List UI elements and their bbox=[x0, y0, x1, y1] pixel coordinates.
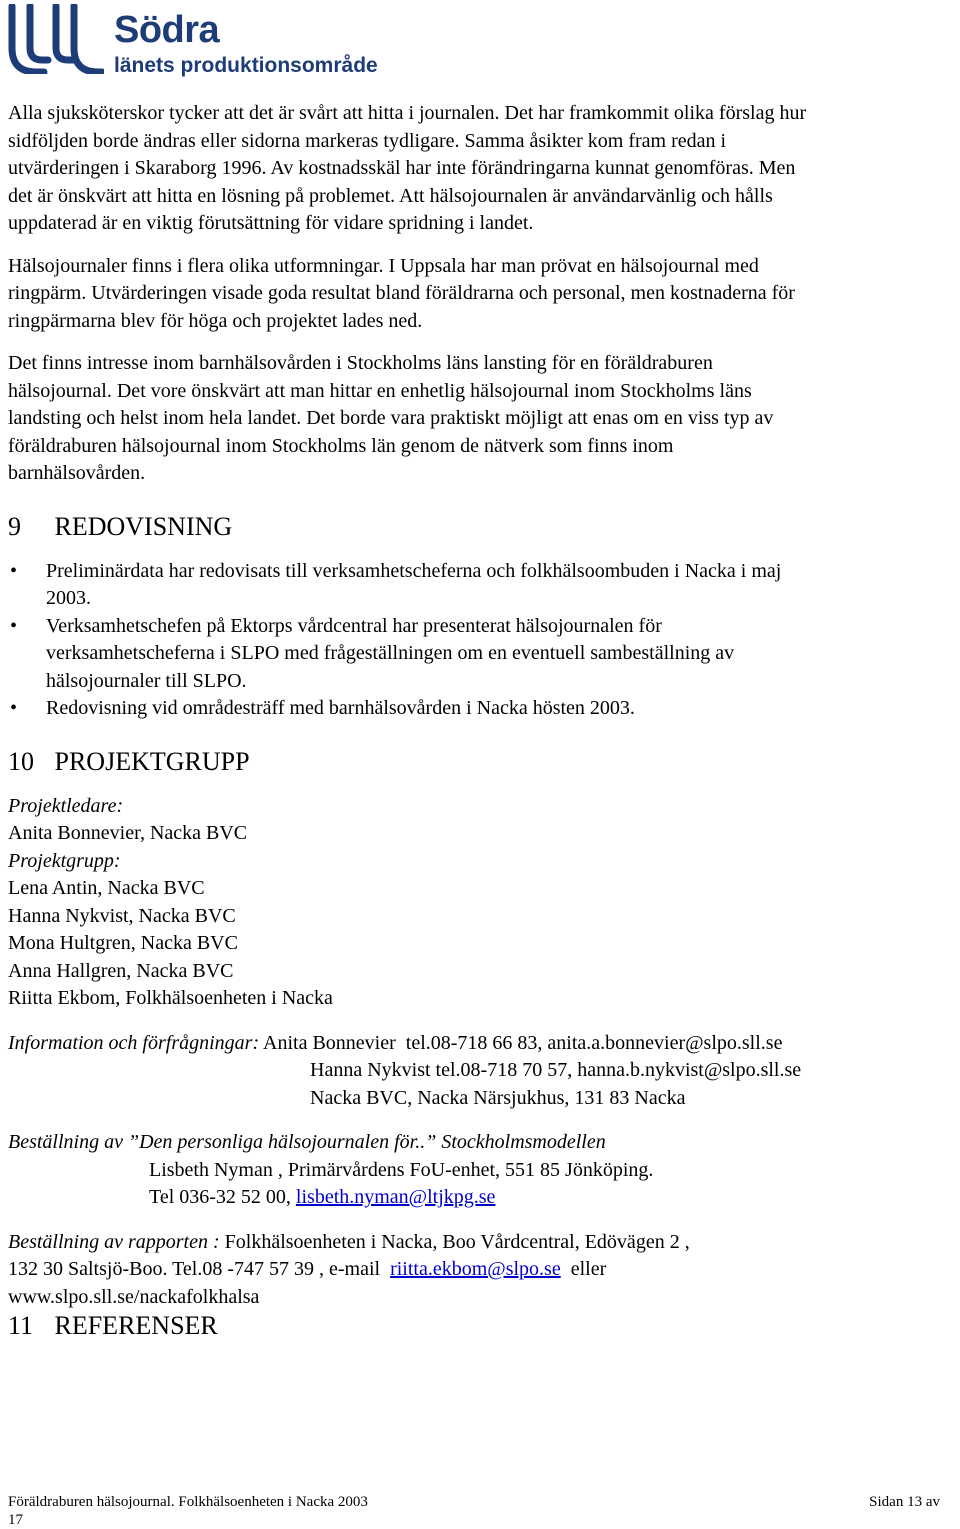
section-title: REFERENSER bbox=[54, 1311, 218, 1340]
text-line: verksamhetscheferna i SLPO med frågeställningen om en eventuell sambeställning av bbox=[46, 642, 735, 664]
logo-subtitle: länets produktionsområde bbox=[114, 54, 378, 77]
section-title: REDOVISNING bbox=[54, 511, 233, 541]
order-report-suffix: eller bbox=[560, 1258, 607, 1280]
member-item: Riitta Ekbom, Folkhälsoenheten i Nacka bbox=[8, 987, 333, 1009]
text-line: Det finns intresse inom barnhälsovården i Stockholms läns lansting för en föräldraburen bbox=[8, 352, 713, 374]
section-number: 11 bbox=[8, 1311, 34, 1340]
order-journal-label: Beställning av ”Den personliga hälsojournalen för..” Stockholmsmodellen bbox=[8, 1131, 606, 1153]
order-report-address: Folkhälsoenheten i Nacka, Boo Vårdcentral, Edövägen 2 , bbox=[219, 1230, 690, 1253]
project-leader-label: Projektledare: bbox=[8, 794, 124, 817]
logo-title: Södra bbox=[114, 9, 220, 51]
redovisning-bullet-list bbox=[8, 558, 950, 723]
order-report-label: Beställning av rapporten : bbox=[8, 1230, 220, 1253]
order-report-block bbox=[8, 1229, 950, 1312]
paragraph-journal-formats bbox=[8, 253, 950, 336]
text-line: det är önskvärt att hitta en lösning på problemet. Att hälsojournalen är användarvänlig och hålls bbox=[8, 184, 773, 207]
order-report-website: www.slpo.sll.se/nackafolkhalsa bbox=[8, 1285, 260, 1308]
header-logo bbox=[8, 4, 408, 84]
contact-anita: Anita Bonnevier tel.08-718 66 83, anita.a.bonnevier@slpo.sll.se bbox=[263, 1031, 783, 1054]
project-leader: Anita Bonnevier, Nacka BVC bbox=[8, 822, 248, 844]
order-report-phone: 132 30 Saltsjö-Boo. Tel.08 -747 57 39 , e-mail bbox=[8, 1258, 391, 1280]
member-item: Lena Antin, Nacka BVC bbox=[8, 877, 205, 899]
text-line: sidföljden borde ändras eller sidorna markeras tydligare. Samma åsikter kom fram redan i bbox=[8, 129, 727, 152]
list-item bbox=[8, 558, 950, 613]
text-line: barnhälsovården. bbox=[8, 462, 146, 484]
project-group-label: Projektgrupp: bbox=[8, 849, 121, 872]
footer-document-title: Föräldraburen hälsojournal. Folkhälsoenheten i Nacka 2003 bbox=[8, 1494, 368, 1510]
section-title: PROJEKTGRUPP bbox=[54, 746, 250, 776]
text-line: föräldraburen hälsojournal inom Stockholms län genom de nätverk som finns inom bbox=[8, 434, 674, 457]
section-number: 10 bbox=[8, 746, 34, 776]
email-link-riitta[interactable]: riitta.ekbom@slpo.se bbox=[390, 1258, 561, 1280]
member-item: Anna Hallgren, Nacka BVC bbox=[8, 959, 234, 982]
member-item: Mona Hultgren, Nacka BVC bbox=[8, 932, 238, 954]
contact-address: Nacka BVC, Nacka Närsjukhus, 131 83 Nacka bbox=[310, 1086, 686, 1109]
order-journal-block bbox=[8, 1129, 950, 1212]
email-link-lisbeth[interactable]: lisbeth.nyman@ltjkpg.se bbox=[295, 1186, 496, 1208]
section-heading-redovisning bbox=[8, 512, 950, 542]
text-line: hälsojournal. Det vore önskvärt att man hittar en enhetlig hälsojournal inom Stockholms läns bbox=[8, 379, 752, 402]
project-group-block bbox=[8, 793, 950, 1013]
text-line: 2003. bbox=[46, 587, 91, 609]
text-line: Redovisning vid områdesträff med barnhälsovården i Nacka hösten 2003. bbox=[46, 697, 635, 719]
order-journal-address: Lisbeth Nyman , Primärvårdens FoU-enhet, 551 85 Jönköping. bbox=[149, 1158, 654, 1181]
contact-hanna: Hanna Nykvist tel.08-718 70 57, hanna.b.nykvist@slpo.sll.se bbox=[310, 1059, 802, 1081]
text-line: hälsojournaler till SLPO. bbox=[46, 669, 247, 692]
footer-page-number: Sidan 13 av bbox=[869, 1494, 940, 1510]
text-line: Alla sjuksköterskor tycker att det är svårt att hitta i journalen. Det har framkommit olika förslag hur bbox=[8, 102, 807, 124]
paragraph-stockholm-interest bbox=[8, 350, 950, 488]
paragraph-journal-problems bbox=[8, 100, 950, 238]
text-line: Preliminärdata har redovisats till verksamhetscheferna och folkhälsoombuden i Nacka i maj bbox=[46, 559, 782, 582]
order-journal-phone: Tel 036-32 52 00, bbox=[149, 1186, 296, 1208]
info-label: Information och förfrågningar: bbox=[8, 1031, 260, 1054]
contact-info-block bbox=[8, 1030, 950, 1113]
order-report-line bbox=[8, 1229, 950, 1257]
member-item: Hanna Nykvist, Nacka BVC bbox=[8, 904, 236, 927]
list-item bbox=[8, 695, 950, 723]
footer-page-total: 17 bbox=[8, 1512, 23, 1528]
section-heading-projektgrupp bbox=[8, 747, 950, 777]
order-report-contact bbox=[8, 1256, 950, 1284]
text-line: ringpärmarna blev för höga och projektet lades ned. bbox=[8, 309, 423, 332]
text-line: uppdaterad är en viktig förutsättning för vidare spridning i landet. bbox=[8, 212, 534, 234]
order-journal-contact bbox=[8, 1184, 950, 1212]
text-line: Verksamhetschefen på Ektorps vårdcentral har presenterat hälsojournalen för bbox=[46, 614, 662, 637]
text-line: ringpärm. Utvärderingen visade goda resultat bland föräldrarna och personal, men kostnaderna för bbox=[8, 282, 795, 304]
contact-line bbox=[8, 1030, 950, 1058]
sodra-logo-mark-icon bbox=[8, 4, 104, 74]
section-heading-referenser bbox=[8, 1311, 950, 1341]
text-line: utvärderingen i Skaraborg 1996. Av kostnadsskäl har inte förändringarna kunnat genomföras. Men bbox=[8, 157, 796, 179]
section-number: 9 bbox=[8, 511, 21, 541]
main-content bbox=[8, 100, 950, 1341]
text-line: Hälsojournaler finns i flera olika utformningar. I Uppsala har man prövat en hälsojournal med bbox=[8, 254, 759, 277]
list-item bbox=[8, 613, 950, 696]
text-line: landsting och helst inom hela landet. Det borde vara praktiskt möjligt att enas om en viss typ av bbox=[8, 407, 774, 429]
